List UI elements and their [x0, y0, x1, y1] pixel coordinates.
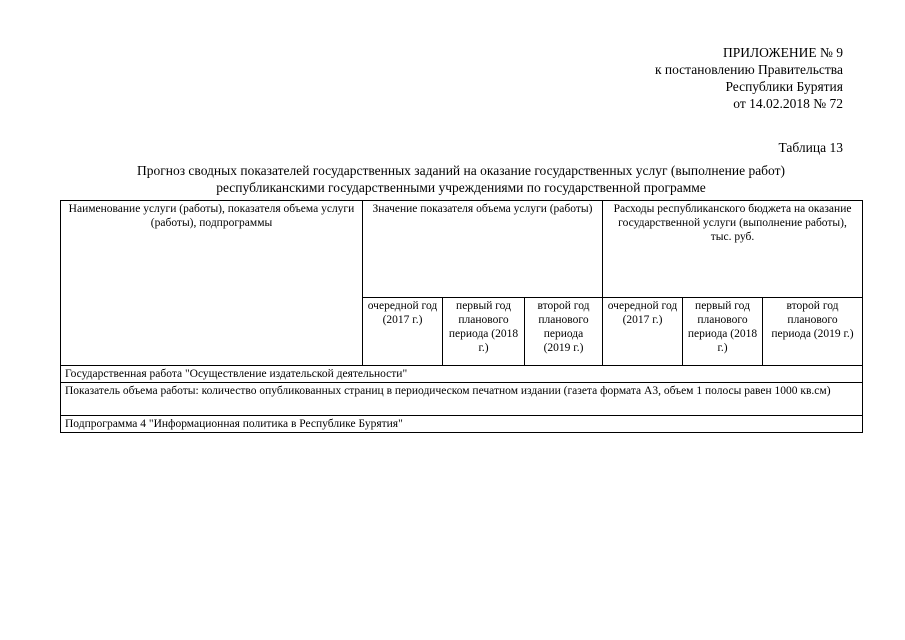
title-line-2: республиканскими государственными учреждениями по государственной программе — [216, 180, 706, 195]
annex-title: ПРИЛОЖЕНИЕ № 9 — [722, 45, 843, 60]
header-name-column: Наименование услуги (работы), показателя объема услуги (работы), подпрограммы — [61, 201, 363, 366]
table-number: Таблица 13 — [778, 140, 843, 155]
header-value-2019: второй год планового периода (2019 г.) — [525, 298, 603, 366]
header-expense-group: Расходы республиканского бюджета на оказание государственной услуги (выполнение работы), тыс. руб. — [603, 201, 863, 298]
forecast-table — [60, 200, 863, 433]
header-value-group: Значение показателя объема услуги (работы) — [363, 201, 603, 298]
header-expense-2017: очередной год (2017 г.) — [603, 298, 683, 366]
title-line-1: Прогноз сводных показателей государственных заданий на оказание государственных услуг (выполнение работ) — [136, 163, 786, 178]
table-row — [61, 366, 863, 383]
header-expense-2018: первый год планового периода (2018 г.) — [683, 298, 763, 366]
table-row — [61, 416, 863, 433]
header-value-2018: первый год планового периода (2018 г.) — [443, 298, 525, 366]
annex-republic: Республики Бурятия — [725, 79, 843, 94]
row-volume-indicator: Показатель объема работы: количество опубликованных страниц в периодическом печатном издании (газета формата А3, объем 1 полосы равен 1000 кв.см) — [61, 383, 863, 416]
header-value-2017: очередной год (2017 г.) — [363, 298, 443, 366]
table-row — [61, 383, 863, 416]
header-expense-2019: второй год планового периода (2019 г.) — [763, 298, 863, 366]
row-state-work: Государственная работа "Осуществление издательской деятельности" — [61, 366, 863, 383]
annex-block — [655, 44, 843, 112]
annex-reference: к постановлению Правительства — [654, 62, 843, 77]
row-subprogram-4: Подпрограмма 4 "Информационная политика в Республике Бурятия" — [61, 416, 863, 433]
annex-date-number: от 14.02.2018 № 72 — [733, 96, 843, 111]
document-title — [60, 162, 862, 196]
